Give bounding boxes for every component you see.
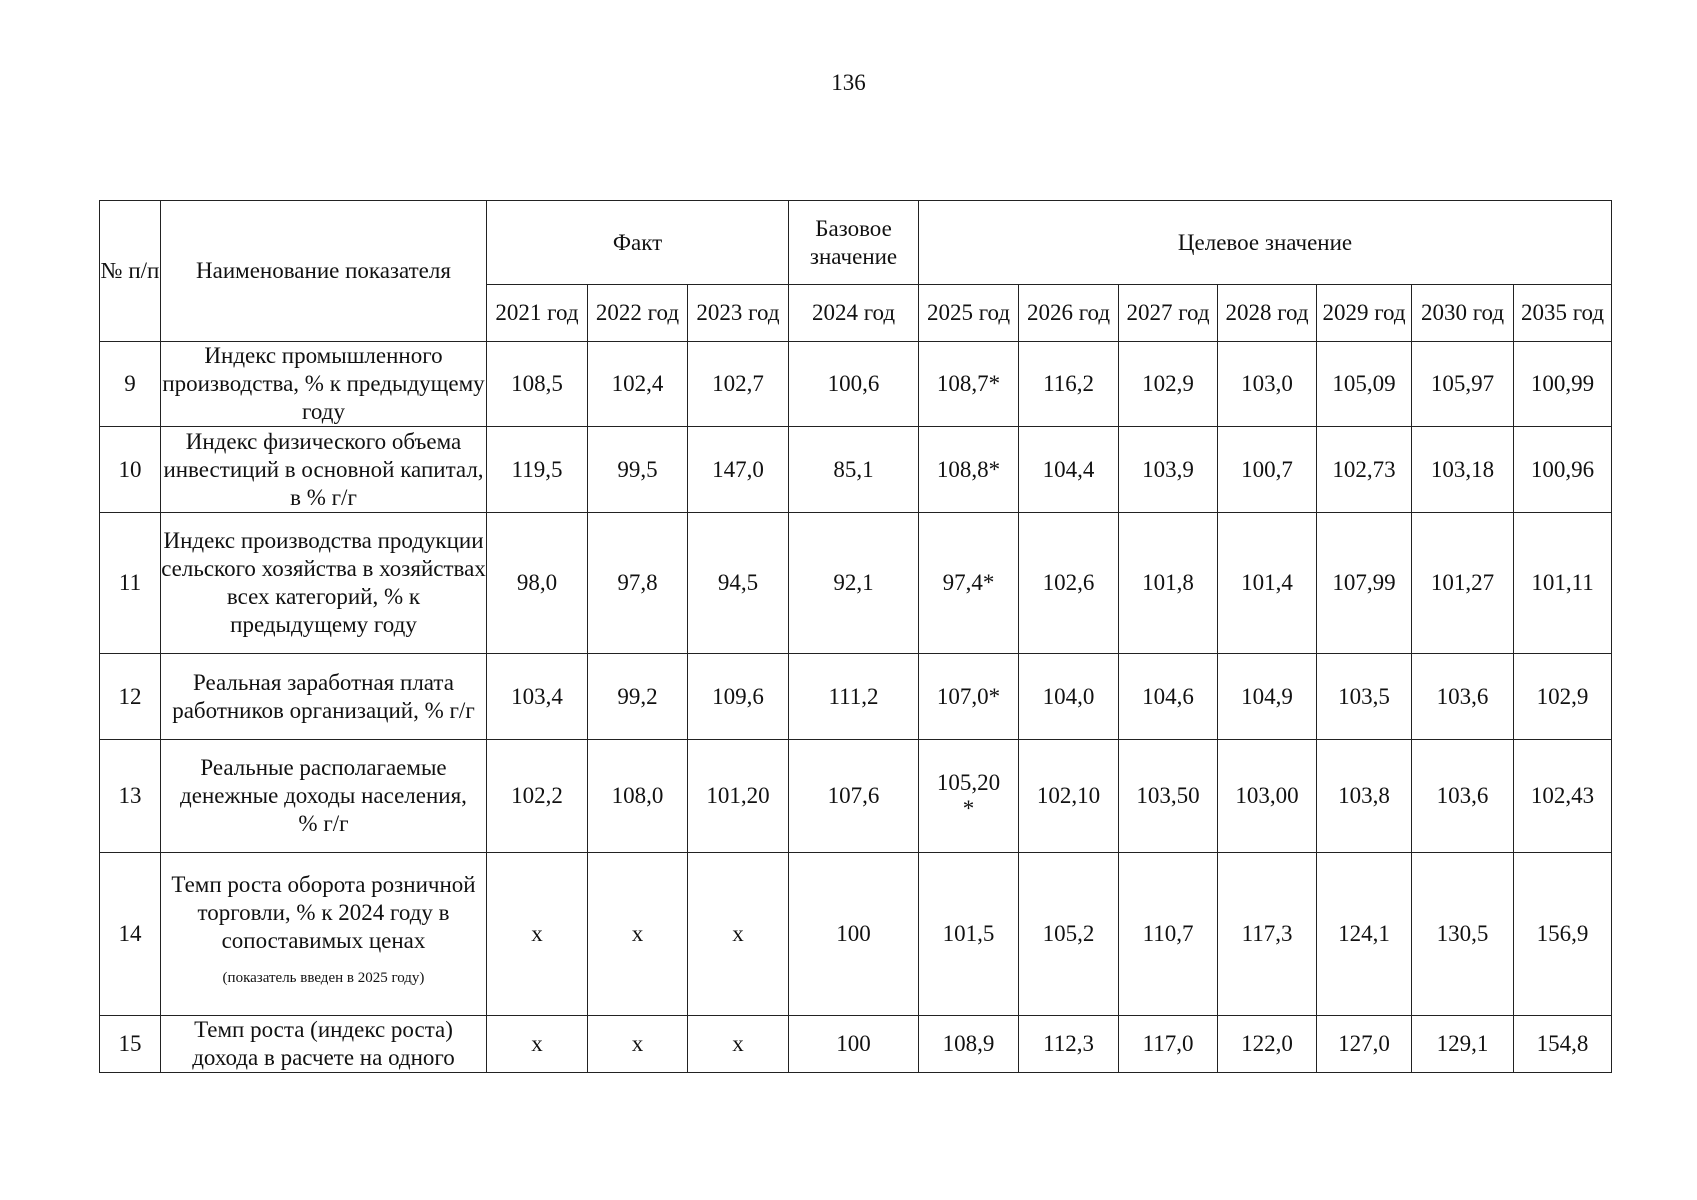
fact-2021: 108,5 [487,342,588,427]
target-2030: 130,5 [1412,853,1514,1016]
indicator-name: Индекс промышленного производства, % к предыдущему году [161,342,487,427]
target-2025-value: 105,20 [936,770,1001,795]
header-year-2025: 2025 год [919,285,1019,342]
header-year-2035: 2035 год [1514,285,1612,342]
target-2025: 108,9 [919,1016,1019,1073]
target-2030: 103,18 [1412,427,1514,513]
target-2029: 103,8 [1317,740,1412,853]
fact-2021: 98,0 [487,513,588,654]
target-2027: 102,9 [1119,342,1218,427]
target-2026: 104,0 [1019,654,1119,740]
row-number: 9 [100,342,161,427]
target-2029: 103,5 [1317,654,1412,740]
base-2024: 100,6 [789,342,919,427]
fact-2022: 99,5 [588,427,688,513]
target-2025: 101,5 [919,853,1019,1016]
target-2027: 103,9 [1119,427,1218,513]
base-2024: 85,1 [789,427,919,513]
target-2029: 124,1 [1317,853,1412,1016]
header-year-2023: 2023 год [688,285,789,342]
header-year-2027: 2027 год [1119,285,1218,342]
target-2028: 104,9 [1218,654,1317,740]
row-number: 15 [100,1016,161,1073]
target-2029: 127,0 [1317,1016,1412,1073]
fact-2022: х [588,853,688,1016]
target-2025 [919,740,1019,853]
target-2028: 117,3 [1218,853,1317,1016]
header-year-2029: 2029 год [1317,285,1412,342]
table-row [100,513,1612,654]
page-number: 136 [831,70,866,95]
target-2025: 108,8* [919,427,1019,513]
row-number: 10 [100,427,161,513]
indicator-name: Индекс физического объема инвестиций в основной капитал, в % г/г [161,427,487,513]
fact-2021: х [487,1016,588,1073]
target-2029: 102,73 [1317,427,1412,513]
target-2035: 100,99 [1514,342,1612,427]
target-2026: 116,2 [1019,342,1119,427]
target-2025: 97,4* [919,513,1019,654]
target-2026: 112,3 [1019,1016,1119,1073]
target-2035: 156,9 [1514,853,1612,1016]
table-row [100,853,1612,1016]
fact-2023: х [688,853,789,1016]
base-2024: 111,2 [789,654,919,740]
target-2035: 102,9 [1514,654,1612,740]
fact-2021: х [487,853,588,1016]
row-number: 13 [100,740,161,853]
target-2029: 105,09 [1317,342,1412,427]
target-2028: 103,0 [1218,342,1317,427]
fact-2022: 97,8 [588,513,688,654]
header-base: Базовое значение [789,201,919,285]
target-2026: 104,4 [1019,427,1119,513]
target-2035: 102,43 [1514,740,1612,853]
indicator-name [161,853,487,1016]
fact-2023: 102,7 [688,342,789,427]
target-2030: 103,6 [1412,654,1514,740]
header-target: Целевое значение [919,201,1612,285]
target-2030: 101,27 [1412,513,1514,654]
header-fact: Факт [487,201,789,285]
indicator-name: Реальная заработная плата работников организаций, % г/г [161,654,487,740]
table-row [100,740,1612,853]
target-2027: 101,8 [1119,513,1218,654]
fact-2021: 102,2 [487,740,588,853]
indicator-name [161,740,487,853]
fact-2023: 94,5 [688,513,789,654]
fact-2023: 101,20 [688,740,789,853]
target-2035: 154,8 [1514,1016,1612,1073]
header-year-2022: 2022 год [588,285,688,342]
header-year-2028: 2028 год [1218,285,1317,342]
target-2026: 102,10 [1019,740,1119,853]
base-2024: 92,1 [789,513,919,654]
target-2028: 100,7 [1218,427,1317,513]
base-2024: 100 [789,853,919,1016]
target-2025-mark: * [962,796,975,821]
table-row [100,1016,1612,1073]
indicator-note: (показатель введен в 2025 году) [222,970,425,986]
base-2024: 107,6 [789,740,919,853]
target-2030: 129,1 [1412,1016,1514,1073]
header-name: Наименование показателя [161,201,487,342]
target-2027: 103,50 [1119,740,1218,853]
indicator-name: Темп роста (индекс роста) дохода в расчете на одного [161,1016,487,1073]
header-year-2030: 2030 год [1412,285,1514,342]
fact-2023: х [688,1016,789,1073]
target-2025: 108,7* [919,342,1019,427]
header-year-2021: 2021 год [487,285,588,342]
row-number: 12 [100,654,161,740]
target-2026: 105,2 [1019,853,1119,1016]
fact-2023: 147,0 [688,427,789,513]
table-row [100,654,1612,740]
fact-2022: 99,2 [588,654,688,740]
indicator-name-line1: Реальные располагаемые денежные доходы населения, [180,755,467,808]
fact-2022: х [588,1016,688,1073]
indicator-name: Индекс производства продукции сельского хозяйства в хозяйствах всех категорий, % к предыдущему году [161,513,487,654]
table-row [100,427,1612,513]
target-2030: 105,97 [1412,342,1514,427]
row-number: 14 [100,853,161,1016]
header-year-2026: 2026 год [1019,285,1119,342]
target-2028: 122,0 [1218,1016,1317,1073]
target-2027: 104,6 [1119,654,1218,740]
base-2024: 100 [789,1016,919,1073]
target-2030: 103,6 [1412,740,1514,853]
header-year-2024: 2024 год [789,285,919,342]
fact-2023: 109,6 [688,654,789,740]
fact-2021: 103,4 [487,654,588,740]
target-2028: 101,4 [1218,513,1317,654]
target-2026: 102,6 [1019,513,1119,654]
fact-2022: 102,4 [588,342,688,427]
target-2035: 101,11 [1514,513,1612,654]
target-2027: 110,7 [1119,853,1218,1016]
target-2027: 117,0 [1119,1016,1218,1073]
fact-2021: 119,5 [487,427,588,513]
indicator-name-text: Темп роста оборота розничной торговли, % к 2024 году в сопоставимых ценах [171,872,476,953]
indicator-name-line2: % г/г [298,811,349,836]
row-number: 11 [100,513,161,654]
target-2025: 107,0* [919,654,1019,740]
header-num: № п/п [100,201,161,342]
fact-2022: 108,0 [588,740,688,853]
indicators-table [99,200,1612,1073]
target-2029: 107,99 [1317,513,1412,654]
target-2028: 103,00 [1218,740,1317,853]
table-row [100,342,1612,427]
target-2035: 100,96 [1514,427,1612,513]
